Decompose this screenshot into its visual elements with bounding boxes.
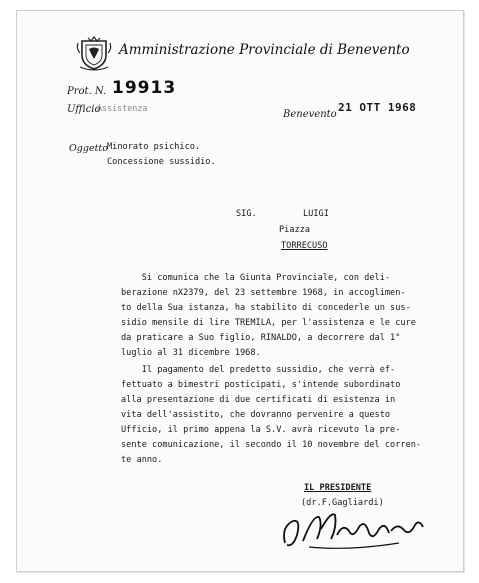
date-stamp: 21 OTT 1968: [338, 101, 417, 114]
body-line: alla presentazione di due certificati di esistenza in: [121, 395, 396, 405]
signature-title: IL PRESIDENTE: [304, 483, 372, 493]
signature-name: (dr.F.Gagliardi): [301, 498, 384, 508]
letterhead-title: Amministrazione Provinciale di Benevento: [119, 42, 410, 58]
body-line: luglio al 31 dicembre 1968.: [121, 348, 261, 358]
body-line: Si comunica che la Giunta Provinciale, con deli-: [121, 273, 391, 283]
place-label: Benevento: [283, 109, 337, 120]
body-line: te anno.: [121, 455, 163, 465]
recipient-title: SIG.: [236, 209, 257, 219]
subject-label: Oggetto: [69, 143, 108, 154]
handwritten-signature: [279, 505, 429, 555]
body-line: to della Sua istanza, ha stabilito di concederle un sus-: [121, 303, 411, 313]
letter-sheet: [16, 10, 464, 572]
body-line: sidio mensile di lire TREMILA, per l'assistenza e le cure: [121, 318, 416, 328]
recipient-street: Piazza: [279, 225, 311, 235]
coat-of-arms-icon: [74, 35, 114, 73]
body-line: Ufficio, il primo appena la S.V. avrà ricevuto la pre-: [121, 425, 401, 435]
protocol-number: 19913: [112, 78, 177, 98]
office-label: Ufficio: [67, 104, 101, 115]
subject-line-2: Concessione sussidio.: [107, 157, 216, 167]
office-value: Assistenza: [97, 103, 148, 113]
recipient-town: TORRECUSO: [281, 241, 328, 251]
protocol-label: Prot. N.: [67, 86, 107, 97]
subject-line-1: Minorato psichico.: [107, 142, 201, 152]
body-line: sente comunicazione, il secondo il 10 novembre del corren-: [121, 440, 422, 450]
body-line: Il pagamento del predetto sussidio, che verrà ef-: [121, 365, 396, 375]
body-line: da praticare a Suo figlio, RINALDO, a decorrere dal 1°: [121, 333, 401, 343]
recipient-name: LUIGI: [303, 209, 329, 219]
body-line: vita dell'assistito, che dovranno pervenire a questo: [121, 410, 391, 420]
body-line: berazione nX2379, del 23 settembre 1968, in accoglimen-: [121, 288, 406, 298]
body-line: fettuato a bimestri posticipati, s'intende subordinato: [121, 380, 401, 390]
